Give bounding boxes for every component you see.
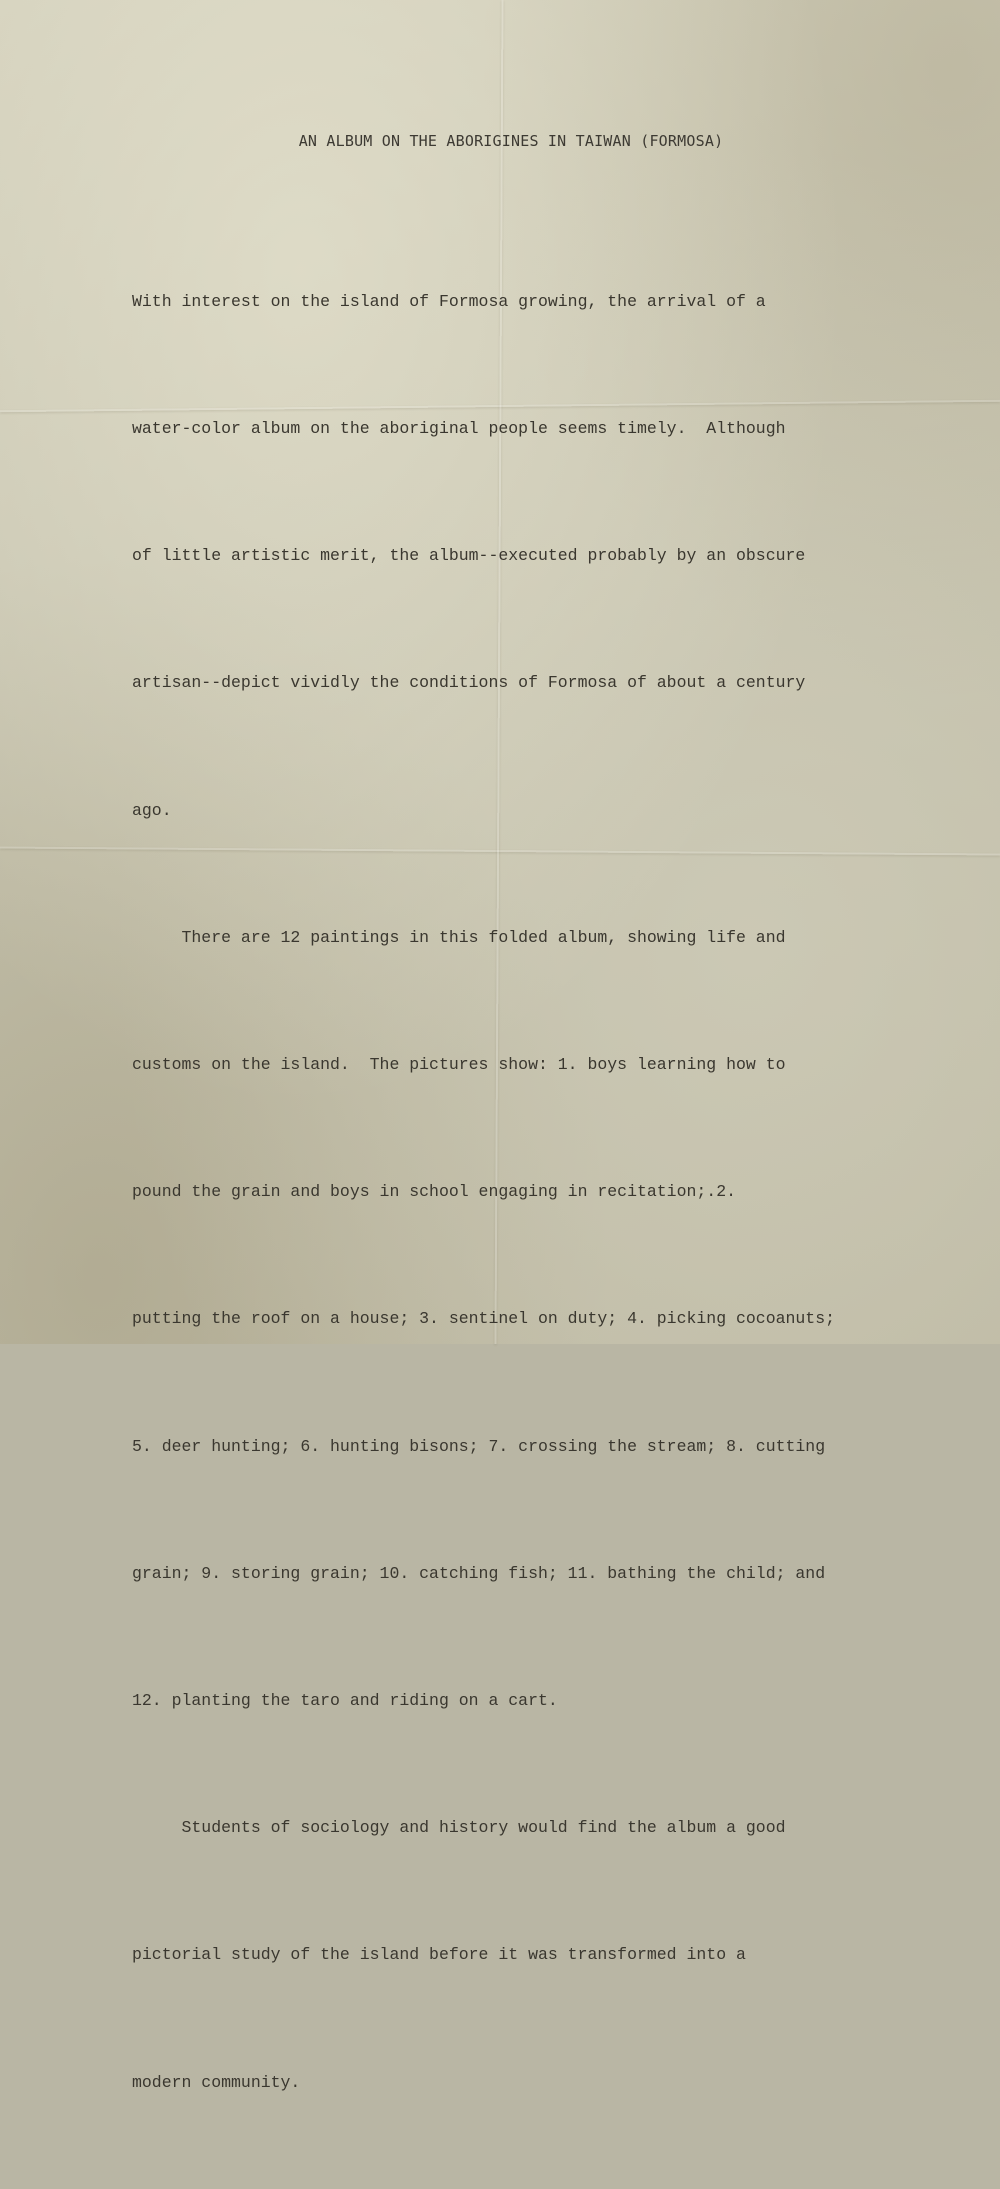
text-line: There are 12 paintings in this folded album, showing life and (132, 927, 786, 947)
text-line: putting the roof on a house; 3. sentinel on duty; 4. picking cocoanuts; (132, 1309, 836, 1329)
text-line: 5. deer hunting; 6. hunting bisons; 7. crossing the stream; 8. cutting (132, 1436, 826, 1456)
document-body (132, 196, 922, 2189)
text-line: pictorial study of the island before it was transformed into a (132, 1945, 746, 1965)
text-line: artisan--depict vividly the conditions of Formosa of about a century (132, 673, 806, 693)
text-line: With interest on the island of Formosa growing, the arrival of a (132, 291, 766, 311)
text-line: pound the grain and boys in school engaging in recitation;.2. (132, 1182, 736, 1202)
text-line: of little artistic merit, the album--executed probably by an obscure (132, 546, 806, 566)
text-line: water-color album on the aboriginal people seems timely. Although (132, 419, 786, 439)
document-title: AN ALBUM ON THE ABORIGINES IN TAIWAN (FORMOSA) (298, 132, 724, 150)
text-line: 12. planting the taro and riding on a cart. (132, 1691, 558, 1711)
text-line: ago. (132, 800, 172, 820)
text-line: modern community. (132, 2072, 301, 2092)
text-line: Students of sociology and history would find the album a good (132, 1818, 786, 1838)
text-line: grain; 9. storing grain; 10. catching fish; 11. bathing the child; and (132, 1563, 826, 1583)
text-line: customs on the island. The pictures show: 1. boys learning how to (132, 1055, 786, 1075)
